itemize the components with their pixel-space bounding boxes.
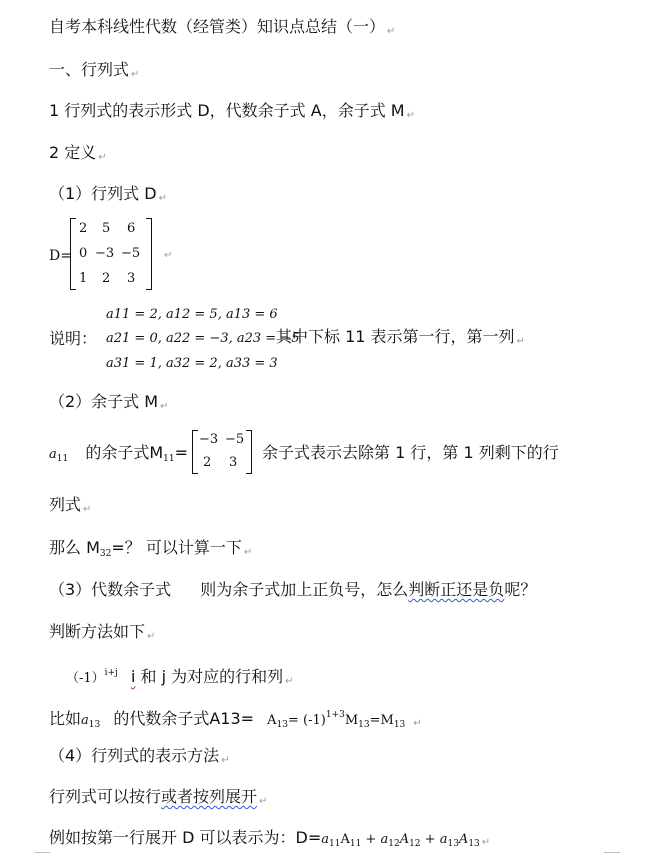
subheading-determinant: （1）行列式 D ↵ xyxy=(49,184,167,204)
matrix-cell: 0 xyxy=(79,246,88,261)
subheading-minor: （2）余子式 M ↵ xyxy=(49,392,169,412)
explain-row-2: a21 = 0, a22 = −3, a23 = −5 xyxy=(106,331,300,346)
paragraph-mark: ↵ xyxy=(147,631,156,642)
expansion-term-A: A xyxy=(458,832,469,847)
matrix-cell: 3 xyxy=(229,455,238,470)
matrix-cell: 2 xyxy=(79,221,88,236)
minor-description-continued: 列式 ↵ xyxy=(49,495,92,515)
paragraph-mark: ↵ xyxy=(158,193,167,204)
paragraph-mark: ↵ xyxy=(481,837,491,848)
matrix-cell: 1 xyxy=(79,271,88,286)
document-title: 自考本科线性代数（经管类）知识点总结（一） ↵ xyxy=(49,17,396,37)
paragraph-mark: ↵ xyxy=(131,69,140,80)
paragraph-mark: ↵ xyxy=(387,26,396,37)
matrix-cell: −3 xyxy=(199,432,219,447)
matrix-cell: 3 xyxy=(127,271,136,286)
explain-row-1: a11 = 2, a12 = 5, a13 = 6 xyxy=(106,307,278,322)
explain-row-3: a31 = 1, a32 = 2, a33 = 3 xyxy=(106,356,278,371)
subheading-representation: （4）行列式的表示方法 ↵ xyxy=(49,746,230,766)
paragraph-mark: ↵ xyxy=(164,250,173,261)
matrix-d xyxy=(70,218,152,290)
matrix-cell: −5 xyxy=(225,432,245,447)
expansion-term-a: a xyxy=(439,832,448,847)
paragraph-mark: ↵ xyxy=(516,336,525,347)
paragraph-mark: ↵ xyxy=(243,547,253,558)
matrix-cell: 5 xyxy=(102,221,111,236)
paragraph-mark: ↵ xyxy=(98,152,107,163)
expansion-example: 例如按第一行展开 D 可以表示为：$D=a_{11}A_{11} + a_{12}A_{12} + a_{13}A_{13}$ ↵ xyxy=(49,828,491,849)
minor-description: 余子式表示去除第 1 行，第 1 列剩下的行 xyxy=(262,443,559,462)
expansion-term-a: a xyxy=(321,832,329,847)
method-line: 判断方法如下 ↵ xyxy=(49,622,156,642)
page-corner-mark-left xyxy=(34,852,50,853)
matrix-cell: 2 xyxy=(203,455,212,470)
section-heading: 一、行列式 ↵ xyxy=(49,60,140,80)
grammar-underline: 判断正还是负 xyxy=(408,580,505,599)
question-line: 那么 $M_{32}=$？ 可以计算一下 ↵ xyxy=(49,538,253,559)
matrix-d-label: D= xyxy=(49,248,72,264)
matrix-cell: 6 xyxy=(127,221,136,236)
explain-note: 其中下标 11 表示第一行，第一列 ↵ xyxy=(276,327,525,347)
example-cofactor: 比如$a_{13}$ 的代数余子式$A13= A_{13}= (-1)^{1+3}M_{13}=M_{13}$ ↵ xyxy=(49,709,422,730)
paragraph-mark: ↵ xyxy=(413,718,422,729)
sign-rule: $(-1)^{i+j}$ i 和 j 为对应的行和列 ↵ xyxy=(66,667,294,687)
paragraph-mark: ↵ xyxy=(406,110,415,121)
grammar-underline: 或者按列展开 xyxy=(161,787,258,806)
subheading-cofactor: （3）代数余子式 则为余子式加上正负号，怎么判断正还是负呢？ xyxy=(49,580,537,599)
page-corner-mark-right xyxy=(604,852,620,853)
minor-definition: $a_{11}$ 的余子式$M_{11}=$ xyxy=(49,443,188,464)
spelling-underline: i xyxy=(130,667,136,686)
paragraph-mark: ↵ xyxy=(83,504,92,515)
matrix-cell: 2 xyxy=(102,271,111,286)
minor-matrix xyxy=(192,430,252,474)
paragraph-mark: ↵ xyxy=(259,796,268,807)
item-definition: 2 定义 ↵ xyxy=(49,143,107,163)
matrix-cell: −5 xyxy=(121,246,141,261)
matrix-cell: −3 xyxy=(95,246,115,261)
expansion-term-a: a xyxy=(380,832,389,847)
expansion-term-A: A xyxy=(399,832,410,847)
paragraph-mark: ↵ xyxy=(160,401,169,412)
expand-line: 行列式可以按行或者按列展开 ↵ xyxy=(49,787,268,807)
paragraph-mark: ↵ xyxy=(221,755,230,766)
expansion-term-A: A xyxy=(340,832,350,847)
item-representation: 1 行列式的表示形式 D，代数余子式 A，余子式 M ↵ xyxy=(49,101,415,121)
explain-label: 说明： xyxy=(49,329,98,348)
paragraph-mark: ↵ xyxy=(285,676,294,687)
